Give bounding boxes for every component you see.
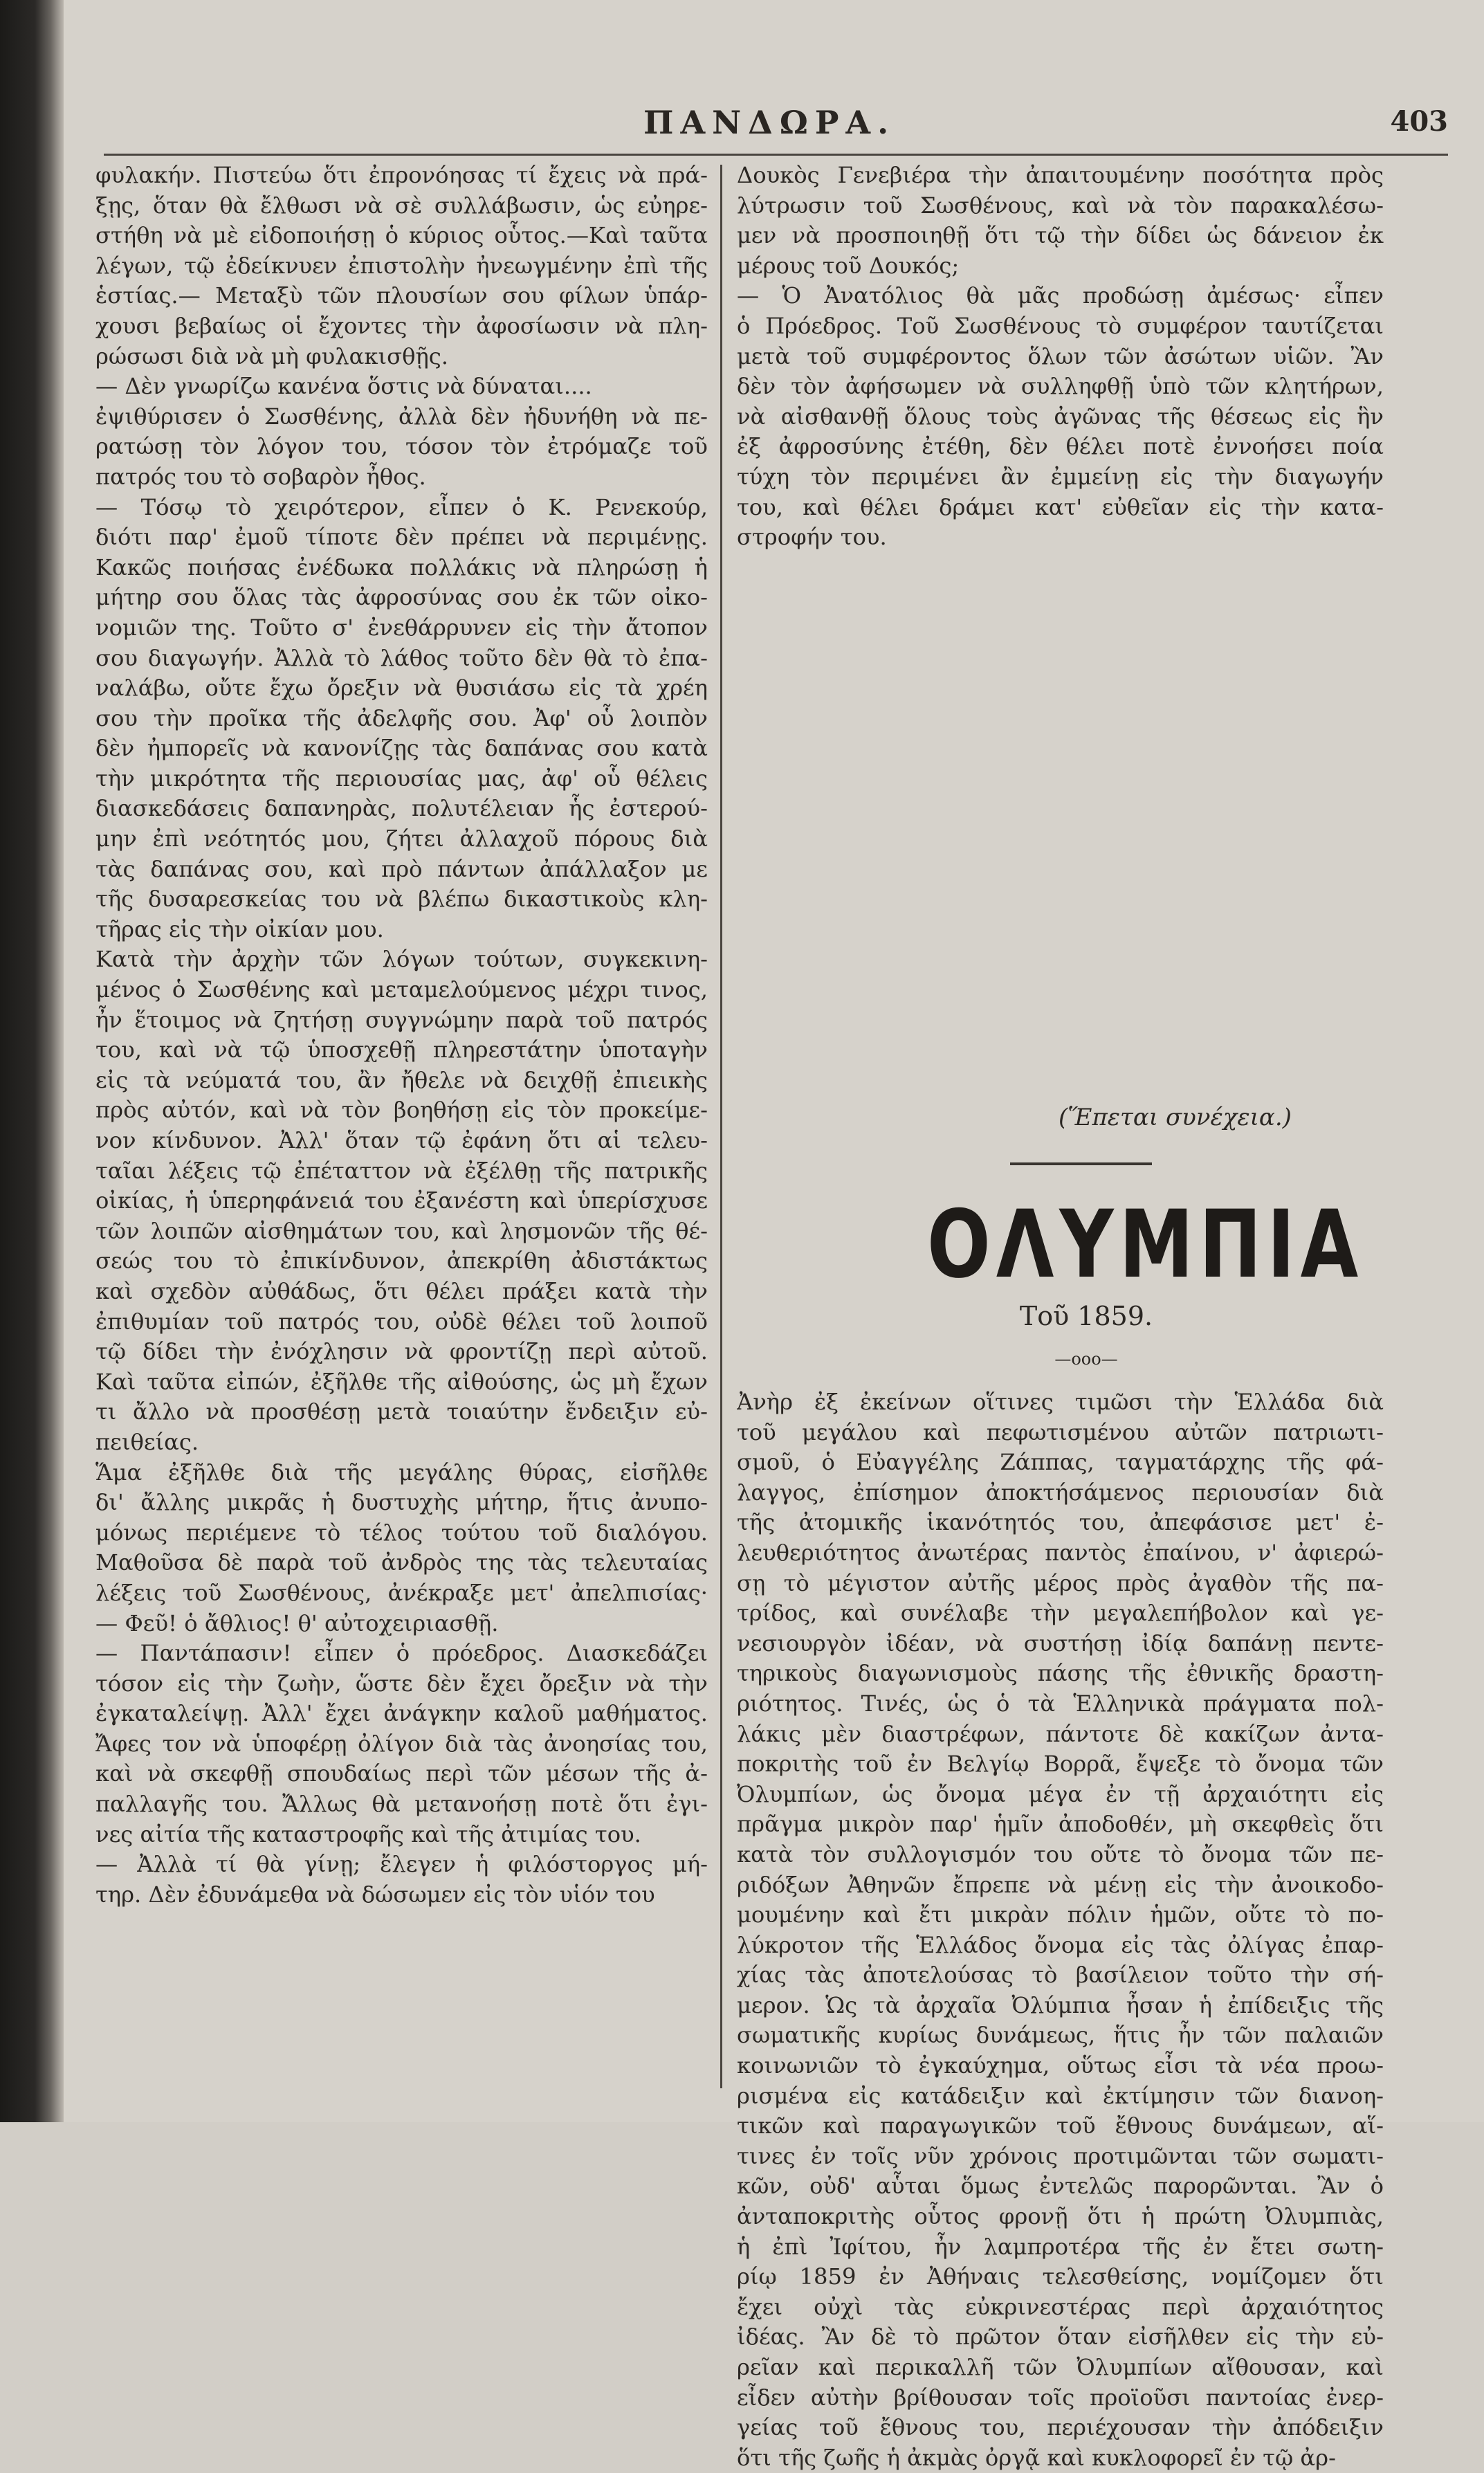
text-line: ναλάβω, οὔτε ἔχω ὄρεξιν νὰ θυσιάσω εἰς τὰ χρέη <box>95 675 708 702</box>
text-line: — Ἀλλὰ τί θὰ γίνῃ; ἔλεγεν ἡ φιλόστοργος μή- <box>95 1851 708 1878</box>
text-line: νομιῶν της. Τοῦτο σ' ἐνεθάρρυνεν εἰς τὴν ἄτοπον <box>95 614 708 641</box>
text-line: κοινωνιῶν τὸ ἐγκαύχημα, οὕτως εἶσι τὰ νέα προω- <box>737 2052 1384 2079</box>
text-line: δὲν ἠμπορεῖς νὰ κανονίζῃς τὰς δαπάνας σου κατὰ <box>95 735 708 762</box>
text-line: καὶ σχεδὸν αὐθάδως, ὅτι θέλει πράξει κατὰ τὴν <box>95 1277 708 1304</box>
text-line: ριδόξων Ἀθηνῶν ἔπρεπε νὰ μένῃ εἰς τὴν ἀνοικοδο- <box>737 1871 1384 1898</box>
text-line: μουμένην καὶ ἔτι μικρὰν πόλιν ἡμῶν, οὔτε τὸ πο- <box>737 1901 1384 1928</box>
text-line: διασκεδάσεις δαπανηρὰς, πολυτέλειαν ἧς ἐστερού- <box>95 795 708 822</box>
text-line: Ἄφες τον νὰ ὑποφέρῃ ὀλίγον διὰ τὰς ἀνοησίας του, <box>95 1730 708 1757</box>
text-line: δὲν τὸν ἀφήσωμεν νὰ συλληφθῇ ὑπὸ τῶν κλητήρων, <box>737 373 1384 400</box>
text-line: νες αἰτία τῆς καταστροφῆς καὶ τῆς ἀτιμίας του. <box>95 1820 641 1847</box>
text-line: Κακῶς ποιήσας ἐνέδωκα πολλάκις νὰ πληρώσῃ ἡ <box>95 554 708 581</box>
text-line: σῃ τὸ μέγιστον αὐτῆς μέρος πρὸς ἀγαθὸν τῆς πα- <box>737 1569 1384 1596</box>
text-line: πατρός του τὸ σοβαρὸν ἦθος. <box>95 463 426 490</box>
text-line: εἰς τὰ νεύματά του, ἂν ἤθελε νὰ δειχθῇ ἐπιεικὴς <box>95 1066 708 1093</box>
left-column <box>95 161 708 1910</box>
text-line: κῶν, οὐδ' αὗται ὅμως ἐντελῶς παρορῶνται. Ἂν ὁ <box>737 2173 1384 2200</box>
text-line: χουσι βεβαίως οἱ ἔχοντες τὴν ἀφοσίωσιν νὰ πλη- <box>95 312 708 339</box>
text-line: παλλαγῆς του. Ἄλλως θὰ μετανοήσῃ ποτὲ ὅτι ἐγι- <box>95 1791 708 1818</box>
text-line: τηρικοὺς διαγωνισμοὺς πάσης τῆς ἐθνικῆς δραστη- <box>737 1660 1384 1687</box>
text-line: τὰς δαπάνας σου, καὶ πρὸ πάντων ἀπάλλαξον με <box>95 855 708 882</box>
text-line: ρίῳ 1859 ἐν Ἀθήναις τελεσθείσης, νομίζομεν ὅτι <box>737 2263 1384 2290</box>
text-line: σου τὴν προῖκα τῆς ἀδελφῆς σου. Ἀφ' οὗ λοιπὸν <box>95 704 708 731</box>
text-line: ὅτι τῆς ζωῆς ἡ ἀκμὰς ὀργᾷ καὶ κυκλοφορεῖ ἐν τῷ ἀρ- <box>737 2444 1336 2471</box>
text-line: στήθη νὰ μὲ εἰδοποιήσῃ ὁ κύριος οὗτος.—Καὶ ταῦτα <box>95 222 708 249</box>
text-line: Δουκὸς Γενεβιέρα τὴν ἀπαιτουμένην ποσότητα πρὸς <box>737 162 1384 188</box>
right-column-top <box>737 161 1384 553</box>
text-line: ἐξ ἀφροσύνης ἐτέθη, δὲν θέλει ποτὲ ἐννοήσει ποία <box>737 433 1384 460</box>
article-subtitle: Τοῦ 1859. <box>1019 1301 1153 1331</box>
text-line: μόνως περιέμενε τὸ τέλος τούτου τοῦ διαλόγου. <box>95 1519 708 1546</box>
text-line: Ἀνὴρ ἐξ ἐκείνων οἵτινες τιμῶσι τὴν Ἑλλάδα διὰ <box>737 1389 1384 1415</box>
text-line: τικῶν καὶ παραγωγικῶν τοῦ ἔθνους δυνάμεων, αἵ- <box>737 2112 1384 2139</box>
text-line: πειθείας. <box>95 1428 199 1455</box>
text-line: Ὀλυμπίων, ὡς ὄνομα μέγα ἐν τῇ ἀρχαιότητι εἰς <box>737 1780 1384 1807</box>
text-line: τοῦ μεγάλου καὶ πεφωτισμένου αὐτῶν πατριωτι- <box>737 1418 1384 1445</box>
running-title: ΠΑΝΔΩΡΑ. <box>643 104 896 141</box>
text-line: ξῃς, ὅταν θὰ ἔλθωσι νὰ σὲ συλλάβωσιν, ὡς εὐηρε- <box>95 192 708 219</box>
text-line: φυλακήν. Πιστεύω ὅτι ἐπρονόησας τί ἔχεις νὰ πρά- <box>95 162 708 188</box>
text-line: λύκροτον τῆς Ἑλλάδος ὄνομα εἰς τὰς ὀλίγας ἐπαρ- <box>737 1931 1384 1958</box>
text-line: ρατώσῃ τὸν λόγον του, τόσον τὸν ἐτρόμαζε τοῦ <box>95 433 708 460</box>
text-line: ποκριτὴς τοῦ ἐν Βελγίῳ Βορρᾶ, ἔψεξε τὸ ὄνομα τῶν <box>737 1751 1384 1778</box>
text-line: τρίδος, καὶ συνέλαβε τὴν μεγαλεπήβολον καὶ γε- <box>737 1600 1384 1627</box>
text-line: ρώσωσι διὰ νὰ μὴ φυλακισθῇς. <box>95 343 449 369</box>
text-line: εἶδεν αὐτὴν βρίθουσαν τοῖς προϊοῦσι παντοίας ἐνερ- <box>737 2384 1384 2411</box>
text-line: — Τόσῳ τὸ χειρότερον, εἶπεν ὁ Κ. Ρενεκούρ, <box>95 493 708 520</box>
text-line: χίας τὰς ἀποτελούσας τὸ βασίλειον τοῦτο τὴν σή- <box>737 1962 1384 1989</box>
text-line: τῆρας εἰς τὴν οἰκίαν μου. <box>95 915 384 942</box>
text-line: νὰ αἰσθανθῇ ὅλους τοὺς ἀγῶνας τῆς θέσεως εἰς ἣν <box>737 403 1384 430</box>
text-line: σμοῦ, ὁ Εὐαγγέλης Ζάππας, ταγματάρχης τῆς φά- <box>737 1449 1384 1476</box>
text-line: ὁ Πρόεδρος. Τοῦ Σωσθένους τὸ συμφέρον ταυτίζεται <box>737 312 1384 339</box>
page-number: 403 <box>1390 105 1448 138</box>
text-line: μήτηρ σου ὅλας τὰς ἀφροσύνας σου ἐκ τῶν οἰκο- <box>95 584 708 611</box>
text-line: μην ἐπὶ νεότητός μου, ζήτει ἀλλαχοῦ πόρους διὰ <box>95 825 708 852</box>
article-title: ΟΛΥΜΠΙΑ <box>927 1191 1364 1299</box>
text-line: σωματικῆς κυρίως δυνάμεως, ἥτις ἦν τῶν παλαιῶν <box>737 2022 1384 2049</box>
text-line: οἰκίας, ἡ ὑπερηφάνειά του ἐξανέστη καὶ ὑπερίσχυσε <box>95 1187 708 1214</box>
text-line: ἦν ἕτοιμος νὰ ζητήσῃ συγγνώμην παρὰ τοῦ πατρός <box>95 1006 708 1033</box>
header-rule <box>104 154 1448 156</box>
text-line: του, καὶ νὰ τῷ ὑποσχεθῇ πληρεστάτην ὑποταγὴν <box>95 1037 708 1064</box>
text-line: — Δὲν γνωρίζω κανένα ὅστις νὰ δύναται.... <box>95 373 592 400</box>
text-line: τῆς δυσαρεσκείας του νὰ βλέπω δικαστικοὺς κλη- <box>95 886 708 913</box>
text-line: ρεῖαν καὶ περικαλλῆ τῶν Ὀλυμπίων αἴθουσαν, καὶ <box>737 2354 1384 2380</box>
text-line: ἐπιθυμίαν τοῦ πατρός του, οὐδὲ θέλει τοῦ λοιποῦ <box>95 1308 708 1335</box>
text-line: τύχη τὸν περιμένει ἂν ἐμμείνῃ εἰς τὴν διαγωγήν <box>737 463 1384 490</box>
text-line: κατὰ τὸν συλλογισμόν του οὔτε τὸ ὄνομα τῶν πε- <box>737 1841 1384 1868</box>
text-line: διότι παρ' ἐμοῦ τίποτε δὲν πρέπει νὰ περιμένῃς. <box>95 524 708 551</box>
text-line: τι ἄλλο νὰ προσθέσῃ μετὰ τοιαύτην ἔνδειξιν εὐ- <box>95 1398 708 1425</box>
text-line: μεν νὰ προσποιηθῇ ὅτι τῷ τὴν δίδει ὡς δάνειον ἐκ <box>737 222 1384 249</box>
text-line: τηρ. Δὲν ἐδυνάμεθα νὰ δώσωμεν εἰς τὸν υἱόν του <box>95 1881 655 1908</box>
text-line: γείας τοῦ ἔθνους του, περιέχουσαν τὴν ἀπόδειξιν <box>737 2414 1384 2441</box>
text-line: νον κίνδυνον. Ἀλλ' ὅταν τῷ ἐφάνη ὅτι αἱ τελευ- <box>95 1127 708 1153</box>
text-line: τῶν λοιπῶν αἰσθημάτων του, καὶ λησμονῶν τῆς θέ- <box>95 1217 708 1244</box>
article-separator: —ooo— <box>1054 1349 1118 1369</box>
text-line: Καὶ ταῦτα εἰπών, ἐξῆλθε τῆς αἰθούσης, ὡς μὴ ἔχων <box>95 1368 708 1395</box>
text-line: ἐγκαταλείψῃ. Ἀλλ' ἔχει ἀνάγκην καλοῦ μαθήματος. <box>95 1700 708 1727</box>
text-line: σεώς του τὸ ἐπικίνδυνον, ἀπεκρίθη ἀδιστάκτως <box>95 1248 708 1275</box>
text-line: τῷ δίδει τὴν ἐνόχλησιν νὰ φροντίζῃ περὶ αὐτοῦ. <box>95 1338 708 1365</box>
text-line: λέγων, τῷ ἐδείκνυεν ἐπιστολὴν ἠνεωγμένην ἐπὶ τῆς <box>95 252 708 279</box>
text-line: ἰδέας. Ἂν δὲ τὸ πρῶτον ὅταν εἰσῆλθεν εἰς τὴν εὐ- <box>737 2324 1384 2351</box>
text-line: ριότητος. Τινές, ὡς ὁ τὰ Ἑλληνικὰ πράγματα πολ- <box>737 1690 1384 1717</box>
text-line: καὶ νὰ σκεφθῇ σπουδαίως περὶ τῶν μέσων τῆς ἀ- <box>95 1760 708 1787</box>
text-line: — Φεῦ! ὁ ἄθλιος! θ' αὐτοχειριασθῇ. <box>95 1609 499 1636</box>
text-line: στροφήν του. <box>737 524 887 551</box>
text-line: λευθεριότητος ἀνωτέρας παντὸς ἐπαίνου, ν' ἀφιερώ- <box>737 1539 1384 1566</box>
text-line: ἑστίας.— Μεταξὺ τῶν πλουσίων σου φίλων ὑπάρ- <box>95 282 708 309</box>
text-line: πρὸς αὐτόν, καὶ νὰ τὸν βοηθήσῃ εἰς τὸν προκείμε- <box>95 1097 708 1124</box>
text-line: Κατὰ τὴν ἀρχὴν τῶν λόγων τούτων, συγκεκινη- <box>95 946 708 973</box>
text-line: ἀνταποκριτὴς οὗτος φρονῇ ὅτι ἡ πρώτη Ὀλυμπιὰς, <box>737 2203 1384 2230</box>
continued-note: (Ἕπεται συνέχεια.) <box>1059 1104 1292 1131</box>
text-line: — Παντάπασιν! εἶπεν ὁ πρόεδρος. Διασκεδάζει <box>95 1640 708 1667</box>
article-body <box>737 1387 1384 2473</box>
text-line: — Ὁ Ἀνατόλιος θὰ μᾶς προδώσῃ ἀμέσως· εἶπεν <box>737 282 1384 309</box>
text-line: ἔχει οὐχὶ τὰς εὐκρινεστέρας περὶ ἀρχαιότητος <box>737 2293 1384 2320</box>
text-line: τόσον εἰς τὴν ζωὴν, ὥστε δὲν ἔχει ὄρεξιν νὰ τὴν <box>95 1670 708 1697</box>
text-line: ταῖαι λέξεις τῷ ἐπέταττον νὰ ἐξέλθῃ τῆς πατρικῆς <box>95 1157 708 1184</box>
text-line: λέξεις τοῦ Σωσθένους, ἀνέκραξε μετ' ἀπελπισίας· <box>95 1579 708 1606</box>
text-line: λαγγος, ἐπίσημον ἀποκτήσάμενος περιουσίαν διὰ <box>737 1479 1384 1506</box>
column-divider <box>720 165 722 2088</box>
text-line: νεσιουργὸν ἰδέαν, νὰ συστήσῃ ἰδίᾳ δαπάνῃ πεντε- <box>737 1630 1384 1657</box>
text-line: τινες ἐν τοῖς νῦν χρόνοις προτιμῶνται τῶν σωματι- <box>737 2142 1384 2169</box>
text-line: Μαθοῦσα δὲ παρὰ τοῦ ἀνδρὸς της τὰς τελευταίας <box>95 1549 708 1576</box>
text-line: λάκις μὲν διαστρέφων, πάντοτε δὲ κακίζων ἀντα- <box>737 1720 1384 1747</box>
text-line: τὴν μικρότητα τῆς περιουσίας μας, ἀφ' οὗ θέλεις <box>95 765 708 792</box>
book-binding-shadow <box>0 0 64 2122</box>
text-line: λύτρωσιν τοῦ Σωσθένους, καὶ νὰ τὸν παρακαλέσω- <box>737 192 1384 219</box>
text-line: τῆς ἀτομικῆς ἱκανότητός του, ἀπεφάσισε μετ' ἐ- <box>737 1509 1384 1536</box>
text-line: δι' ἄλλης μικρᾶς ἡ δυστυχὴς μήτηρ, ἥτις ἀνυπο- <box>95 1489 708 1516</box>
text-line: μερον. Ὡς τὰ ἀρχαῖα Ὀλύμπια ἦσαν ἡ ἐπίδειξις τῆς <box>737 1991 1384 2018</box>
text-line: μέρους τοῦ Δουκός; <box>737 252 960 279</box>
text-line: Ἅμα ἐξῆλθε διὰ τῆς μεγάλης θύρας, εἰσῆλθε <box>95 1459 708 1486</box>
text-line: πρᾶγμα μικρὸν παρ' ἡμῖν ἀποδοθέν, μὴ σκεφθεὶς ὅτι <box>737 1811 1384 1838</box>
section-rule <box>1010 1162 1152 1165</box>
text-line: ἡ ἐπὶ Ἰφίτου, ἦν λαμπροτέρα τῆς ἐν ἔτει σωτη- <box>737 2233 1384 2260</box>
text-line: μένος ὁ Σωσθένης καὶ μεταμελούμενος μέχρι τινος, <box>95 976 708 1003</box>
text-line: μετὰ τοῦ συμφέροντος ὅλων τῶν ἀσώτων υἱῶν. Ἂν <box>737 343 1384 369</box>
text-line: ἐψιθύρισεν ὁ Σωσθένης, ἀλλὰ δὲν ἠδυνήθη νὰ πε- <box>95 403 708 430</box>
text-line: του, καὶ θέλει δράμει κατ' εὐθεῖαν εἰς τὴν κατα- <box>737 493 1384 520</box>
text-line: σου διαγωγήν. Ἀλλὰ τὸ λάθος τοῦτο δὲν θὰ τὸ ἐπα- <box>95 644 708 671</box>
text-line: ρισμένα εἰς κατάδειξιν καὶ ἐκτίμησιν τῶν διανοη- <box>737 2082 1384 2109</box>
